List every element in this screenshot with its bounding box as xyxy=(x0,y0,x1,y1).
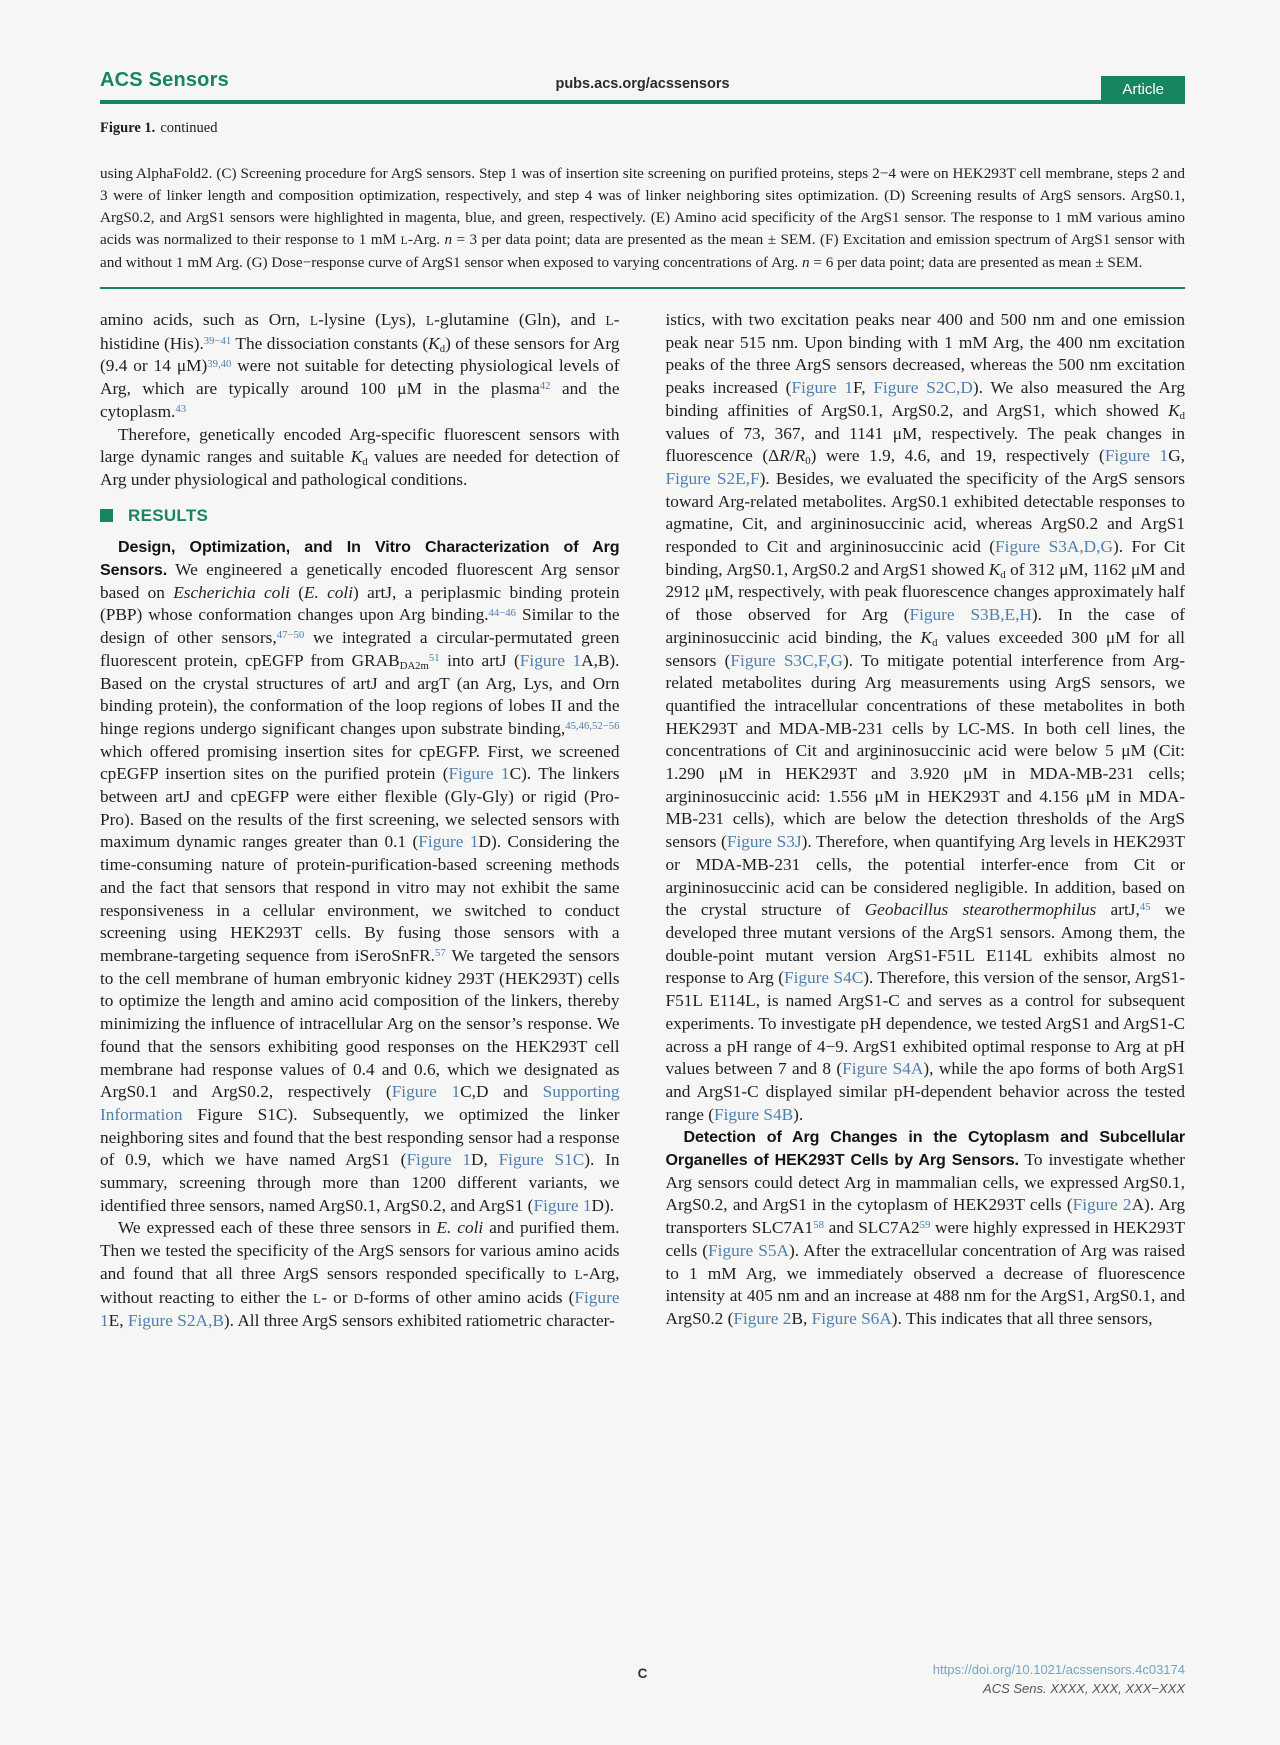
text-run: 0 xyxy=(805,455,811,468)
figure-link[interactable]: Figure 1 xyxy=(519,650,582,670)
text-run: / xyxy=(789,446,795,466)
left-column xyxy=(100,309,620,1333)
text-run: values are needed for detection of Arg under physiological and pathological conditions. xyxy=(100,447,620,489)
text-run: D). Considering the time-consuming nature of protein-purification-based screening methods and the fact that sensors that respond in vitro may not exhibit the same responsiveness in a cellular environment, we switched to conduct screening using HEK293T cells. By fusing those sensors with a membrane-targeting sequence from iSeroSnFR. xyxy=(100,832,620,965)
figure-link[interactable]: Figure 1 xyxy=(418,832,479,852)
text-run: into artJ ( xyxy=(439,650,520,670)
text-run: L xyxy=(312,1290,322,1306)
text-run: R xyxy=(779,446,790,466)
text-run: and the cytoplasm. xyxy=(100,379,620,421)
figure-link[interactable]: Supporting Information xyxy=(100,1082,620,1124)
text-run: ) of these sensors for Arg (9.4 or 14 μM) xyxy=(100,333,620,376)
text-run: The dissociation constants ( xyxy=(231,333,429,353)
journal-header xyxy=(100,58,1185,104)
text-run: E. coli xyxy=(436,1218,484,1238)
text-run: n xyxy=(444,231,453,248)
text-run: d xyxy=(932,636,938,649)
journal-url-link[interactable]: pubs.acs.org/acssensors xyxy=(555,76,730,92)
text-run: ). Besides, we evaluated the specificity of the ArgS sensors toward Arg-related metabolites. ArgS0.1 exhibited detectable responses to agmatine, Cit, and argininosuccinic acid, whereas ArgS0.2 and ArgS1 responded to Cit and argininosuccinic acid ( xyxy=(665,468,1185,557)
text-run: ). xyxy=(793,1104,804,1124)
paragraph xyxy=(100,309,620,424)
text-run: F, xyxy=(853,378,874,398)
text-run: ) artJ, a periplasmic binding protein (PBP) whose conformation changes upon Arg binding. xyxy=(100,582,620,625)
figure-link[interactable]: Figure S1C xyxy=(498,1150,585,1170)
figure-link[interactable]: Figure 2 xyxy=(733,1308,792,1328)
text-run: = 6 per data point; data are presented as mean ± SEM. xyxy=(809,254,1143,271)
text-run: ). To mitigate potential interference from Arg-related metabolites during Arg measurements using ArgS sensors, we quantified the intracellular concentrations of these metabolites in both HEK293T and MDA-MB-231 cells by LC-MS. In both cell lines, the concentrations of Cit and argininosuccinic acid were below 5 μM (Cit: 1.290 μM in HEK293T and 3.920 μM in MDA-MB-231 cells; argininosuccinic acid: 1.556 μM in HEK293T and 4.156 μM in MDA-MB-231 cells), which are below the detection thresholds of the ArgS sensors ( xyxy=(665,650,1185,852)
text-run: -histidine (His). xyxy=(100,310,620,353)
section-divider xyxy=(100,287,1185,289)
citation-line: ACS Sens. XXXX, XXX, XXX−XXX xyxy=(983,1681,1185,1696)
figure-link[interactable]: Figure S5A xyxy=(708,1240,789,1260)
footer-citation-block xyxy=(933,1660,1185,1698)
text-run: We engineered a genetically encoded fluorescent Arg sensor based on xyxy=(100,560,620,602)
figure-continued-note xyxy=(100,120,1185,137)
paragraph xyxy=(666,1126,1186,1330)
text-run: Geobacillus stearothermophilus xyxy=(864,900,1097,920)
text-run: -glutamine (Gln), and xyxy=(434,310,606,329)
figure-caption xyxy=(100,163,1185,274)
text-run: DA2m xyxy=(399,659,429,672)
text-run: we developed three mutant versions of the ArgS1 sensors. Among them, the double-point mutant version ArgS1-F51L E114L exhibits almost no response to Arg ( xyxy=(665,900,1185,988)
text-run: E. coli xyxy=(303,582,354,602)
figure-note-text: continued xyxy=(160,120,218,136)
figure-link[interactable]: Figure 1 xyxy=(791,378,854,398)
text-run: K xyxy=(988,559,1001,579)
text-run: G, xyxy=(1168,446,1185,466)
text-run: were not suitable for detecting physiological levels of Arg, which are typically around 100 μM in the plasma xyxy=(100,356,620,399)
text-run: ). All three ArgS sensors exhibited ratiometric character- xyxy=(223,1311,615,1331)
page-number: C xyxy=(637,1666,648,1681)
text-run: D, xyxy=(470,1150,499,1170)
figure-link[interactable]: Figure S3B,E,H xyxy=(909,605,1032,625)
text-run: ), while the apo forms of both ArgS1 and ArgS1-C displayed similar pH-dependent behavior across the tested range ( xyxy=(665,1059,1185,1124)
text-run: d xyxy=(1000,568,1006,581)
figure-link[interactable]: Figure 1 xyxy=(1104,446,1169,466)
text-run: and purified them. Then we tested the specificity of the ArgS sensors for various amino acids and found that all three ArgS sensors responded specifically to xyxy=(100,1218,620,1283)
text-run: were highly expressed in HEK293T cells ( xyxy=(665,1218,1185,1260)
figure-link[interactable]: Figure S3J xyxy=(726,832,802,852)
text-run: A). Arg transporters SLC7A1 xyxy=(665,1195,1185,1238)
reference-link[interactable]: 57 xyxy=(435,947,446,960)
text-run: D xyxy=(353,1290,364,1306)
text-run: which offered promising insertion sites for cpEGFP. First, we screened cpEGFP insertion sites on the purified protein ( xyxy=(100,741,620,784)
figure-link[interactable]: Figure S6A xyxy=(811,1308,892,1328)
text-run: artJ, xyxy=(1096,900,1140,920)
text-run: = 3 per data point; data are presented as the mean ± SEM. (F) Excitation and emission spectrum of ArgS1 sensor with and without 1 mM Arg. (G) Dose−response curve of ArgS1 sensor when exposed to varying concentrations of Arg. xyxy=(100,231,1185,271)
text-run: istics, with two excitation peaks near 400 and 500 nm and one emission peak near 515 nm. Upon binding with 1 mM Arg, the 400 nm excitation peaks of the three ArgS sensors decreased, whereas the 500 nm excitation peaks increased ( xyxy=(665,310,1185,398)
figure-link[interactable]: Figure S4B xyxy=(713,1104,794,1124)
text-run: To investigate whether Arg sensors could detect Arg in mammalian cells, we expressed ArgS0.1, ArgS0.2, and ArgS1 in the cytoplasm of HEK293T cells ( xyxy=(665,1150,1185,1215)
section-marker-icon xyxy=(100,509,113,522)
text-run: -Arg. xyxy=(407,231,445,248)
text-run: K xyxy=(1168,400,1180,420)
figure-label: Figure 1. xyxy=(100,120,156,136)
body-columns xyxy=(100,309,1185,1333)
text-run: -forms of other amino acids ( xyxy=(363,1287,575,1307)
text-run: and SLC7A2 xyxy=(823,1218,920,1238)
text-run: Therefore, genetically encoded Arg-specific fluorescent sensors with large dynamic ranges and suitable xyxy=(100,424,620,467)
text-run: - or xyxy=(321,1287,354,1307)
text-run: ). In the case of argininosuccinic acid binding, the xyxy=(665,605,1185,647)
text-run: E, xyxy=(108,1311,128,1331)
text-run: K xyxy=(350,447,363,467)
text-run: D). xyxy=(591,1195,615,1215)
reference-link[interactable]: 45 xyxy=(1139,901,1151,914)
text-run: We expressed each of these three sensors in xyxy=(118,1218,437,1238)
article-type-badge: Article xyxy=(1101,76,1185,104)
text-run: ). In summary, screening through more than 1200 different variants, we identified three sensors, named ArgS0.1, ArgS0.2, and ArgS1 ( xyxy=(100,1150,620,1215)
article-page xyxy=(0,58,1280,1745)
reference-link[interactable]: 45,46,52−56 xyxy=(565,720,620,733)
text-run: using AlphaFold2. (C) Screening procedure for ArgS sensors. Step 1 was of insertion site screening on purified proteins, steps 2−4 were on HEK293T cell membrane, steps 2 and 3 were of linker length and composition optimization, respectively, and step 4 was of linker neighboring sites optimization. (D) Screening results of ArgS sensors. ArgS0.1, ArgS0.2, and ArgS1 sensors were highlighted in magenta, blue, and green, respectively. (E) Amino acid specificity of the ArgS1 sensor. The response to 1 mM various amino acids was normalized to their response to 1 mM xyxy=(100,165,1185,248)
text-run: L xyxy=(574,1266,583,1282)
text-run: ). For Cit binding, ArgS0.1, ArgS0.2 and ArgS1 showed xyxy=(665,537,1186,579)
figure-link[interactable]: Figure S3A,D,G xyxy=(995,537,1113,557)
figure-link[interactable]: Figure S4A xyxy=(842,1059,924,1079)
reference-link[interactable]: 39−41 xyxy=(203,334,232,347)
text-run: d xyxy=(1179,409,1185,422)
text-run: B, xyxy=(791,1308,812,1328)
text-run: ). This indicates that all three sensors, xyxy=(891,1308,1153,1328)
subsection-heading: Design, Optimization, and In Vitro Characterization of Arg Sensors. xyxy=(100,538,620,580)
text-run: ). Therefore, when quantifying Arg levels in HEK293T or MDA-MB-231 cells, the potential interfer-ence from Cit or argininosuccinic acid can be considered negligible. In addition, based on the crystal structure of xyxy=(665,832,1185,920)
text-run: ). After the extracellular concentration of Arg was raised to 1 mM Arg, we immediately observed a decrease of fluorescence intensity at 405 nm and an increase at 488 nm for the ArgS1, ArgS0.1, and ArgS0.2 ( xyxy=(665,1240,1185,1328)
figure-link[interactable]: Figure 1 xyxy=(406,1150,471,1170)
paragraph xyxy=(100,1217,620,1333)
figure-link[interactable]: Figure S4C xyxy=(783,968,864,988)
text-run: L xyxy=(400,235,408,247)
figure-link[interactable]: Figure 1 xyxy=(533,1195,592,1215)
text-run: values exceeded 300 μM for all sensors ( xyxy=(665,627,1185,670)
text-run: R xyxy=(794,446,806,466)
reference-link[interactable]: 42 xyxy=(539,380,551,393)
figure-link[interactable]: Figure 1 xyxy=(391,1082,461,1102)
figure-link[interactable]: Figure S3C,F,G xyxy=(730,650,843,670)
figure-link[interactable]: Figure 1 xyxy=(448,764,510,784)
page-footer xyxy=(100,1654,1185,1718)
text-run: ). We also measured the Arg binding affinities of ArgS0.1, ArgS0.2, and ArgS1, which showed xyxy=(665,378,1185,420)
text-run: ). Therefore, this version of the sensor, ArgS1-F51L E114L, is named ArgS1-C and serves as a control for subsequent experiments. To investigate pH dependence, we tested ArgS1 and ArgS1-C across a pH range of 4−9. ArgS1 exhibited optimal response to Arg at pH values between 7 and 8 ( xyxy=(665,968,1185,1079)
reference-link[interactable]: 58 xyxy=(813,1219,824,1232)
text-run: ( xyxy=(289,582,304,602)
figure-link[interactable]: Figure S2C,D xyxy=(873,378,973,398)
right-column xyxy=(666,309,1186,1333)
paragraph xyxy=(666,309,1186,1126)
text-run: -lysine (Lys), xyxy=(318,310,426,329)
figure-link[interactable]: Figure S2E,F xyxy=(665,468,760,488)
text-run: Figure S1C). Subsequently, we optimized the linker neighboring sites and found that the best responding sensor had a response of 0.9, which we have named ArgS1 ( xyxy=(100,1104,620,1170)
reference-link[interactable]: 47−50 xyxy=(276,629,305,642)
text-run: Escherichia coli xyxy=(173,582,290,602)
paragraph xyxy=(100,424,620,492)
reference-link[interactable]: 51 xyxy=(428,652,440,665)
text-run: n xyxy=(802,254,810,271)
subsection-heading: Detection of Arg Changes in the Cytoplasm and Subcellular Organelles of HEK293T Cells by Arg Sensors. xyxy=(665,1128,1185,1170)
text-run: amino acids, such as Orn, xyxy=(100,310,310,329)
reference-link[interactable]: 59 xyxy=(919,1219,931,1232)
journal-title: ACS Sensors xyxy=(100,69,229,91)
figure-link[interactable]: Figure 1 xyxy=(100,1287,620,1331)
text-run: L xyxy=(605,313,614,328)
reference-link[interactable]: 39,40 xyxy=(207,357,232,370)
text-run: d xyxy=(362,456,368,469)
reference-link[interactable]: 43 xyxy=(175,403,187,415)
text-run: C). The linkers between artJ and cpEGFP were either flexible (Gly-Gly) or rigid (Pro-Pro). Based on the results of the first screening, we selected sensors with maximum dynamic ranges greater than 0.1 ( xyxy=(100,764,620,852)
doi-link[interactable]: https://doi.org/10.1021/acssensors.4c03174 xyxy=(932,1662,1185,1677)
text-run: d xyxy=(439,342,446,355)
text-run: C,D and xyxy=(460,1082,543,1102)
figure-link[interactable]: Figure 2 xyxy=(1072,1195,1132,1215)
paragraph xyxy=(100,536,620,1217)
text-run: we integrated a circular-permutated green fluorescent protein, cpEGFP from GRAB xyxy=(100,628,620,670)
text-run: values of 73, 367, and 1141 μM, respectively. The peak changes in fluorescence (Δ xyxy=(665,423,1185,466)
text-run: K xyxy=(428,333,440,353)
text-run: -Arg, without reacting to either the xyxy=(100,1263,620,1307)
text-run: K xyxy=(920,627,933,647)
text-run: We targeted the sensors to the cell membrane of human embryonic kidney 293T (HEK293T) cells to optimize the length and amino acid composition of the linkers, thereby minimizing the influence of intracellular Arg on the sensor’s response. We found that the sensors exhibiting good responses on the HEK293T cell membrane had response values of 0.4 and 0.6, which we designated as ArgS0.1 and ArgS0.2, respectively ( xyxy=(100,945,620,1102)
text-run: L xyxy=(309,313,319,328)
section-title: RESULTS xyxy=(128,505,209,525)
section-heading xyxy=(100,505,620,528)
figure-link[interactable]: Figure S2A,B xyxy=(127,1311,224,1331)
text-run: Similar to the design of other sensors, xyxy=(100,605,620,648)
text-run: A,B). Based on the crystal structures of artJ and argT (an Arg, Lys, and Orn binding protein), the conformation of the loop regions of lobes II and the hinge regions undergo significant changes upon substrate binding, xyxy=(100,650,620,738)
text-run: ) were 1.9, 4.6, and 19, respectively ( xyxy=(810,446,1105,466)
text-run: of 312 μM, 1162 μM and 2912 μM, respectively, with peak fluorescence changes approximately half of those observed for Arg ( xyxy=(665,559,1185,625)
text-run: L xyxy=(425,313,435,328)
reference-link[interactable]: 44−46 xyxy=(488,606,517,619)
